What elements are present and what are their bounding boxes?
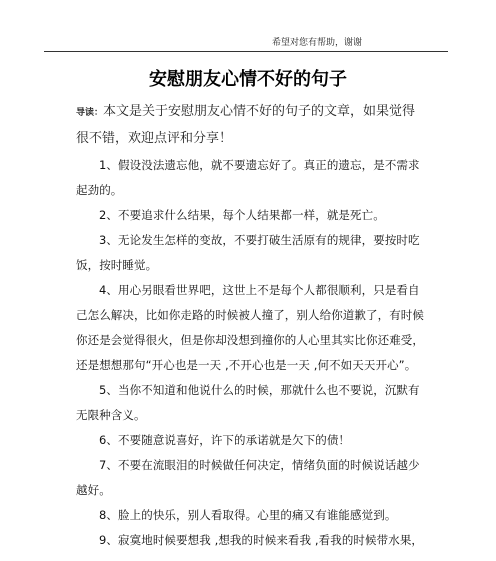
- item-line: 越好。: [76, 483, 111, 497]
- item-line: 2、不要追求什么结果，每个人结果都一样，就是死亡。: [99, 208, 385, 222]
- intro-label: 导读：: [76, 108, 104, 118]
- header-note: 希望对您有帮助，谢谢: [272, 38, 363, 48]
- item-line: 4、用心另眼看世界吧，这世上不是每个人都很顺利，只是看自: [99, 283, 420, 297]
- item-line: 起劲的。: [76, 183, 123, 197]
- header-divider: [44, 51, 448, 52]
- intro-paragraph: [76, 99, 426, 151]
- item-line: 5、当你不知道和他说什么的时候，那就什么也不要说，沉默有: [99, 383, 420, 397]
- intro-text: 本文是关于安慰朋友心情不好的句子的文章，如果觉得很不错，欢迎点评和分享！: [76, 104, 416, 146]
- item-line: 3、无论发生怎样的变故，不要打破生活原有的规律，要按时吃: [99, 233, 420, 247]
- item-line: 1、假设没法遗忘他，就不要遗忘好了。真正的遗忘，是不需求: [99, 158, 420, 172]
- item-line: 无限种含义。: [76, 408, 146, 422]
- item-line: 7、不要在流眼泪的时候做任何决定，情绪负面的时候说话越少: [99, 458, 420, 472]
- list-item: [76, 378, 426, 428]
- item-line: 还是想想那句“开心也是一天 ,不开心也是一天 ,何不如天天开心”。: [76, 358, 417, 372]
- list-item: [76, 153, 426, 203]
- list-item: [76, 453, 426, 503]
- list-item: [76, 503, 426, 528]
- page-title: 安慰朋友心情不好的句子: [149, 69, 347, 90]
- item-line: 8、脸上的快乐，别人看取得。心里的痛又有谁能感觉到。: [99, 508, 397, 522]
- list-item: [76, 428, 426, 453]
- item-line: 你还是会觉得很火，但是你却没想到撞你的人心里其实比你还难受，: [76, 333, 424, 347]
- list-item: [76, 278, 426, 378]
- list-item: [76, 228, 426, 278]
- item-line: 饭，按时睡觉。: [76, 258, 158, 272]
- article-body: [76, 153, 426, 553]
- item-line: 6、不要随意说喜好，许下的承诺就是欠下的债！: [99, 433, 351, 447]
- list-item: [76, 528, 426, 553]
- list-item: [76, 203, 426, 228]
- item-line: 己怎么解决，比如你走路的时候被人撞了，别人给你道歉了，有时候: [76, 308, 424, 322]
- item-line: 9、寂寞地时候要想我 ,想我的时候来看我 ,看我的时候带水果，: [99, 533, 424, 547]
